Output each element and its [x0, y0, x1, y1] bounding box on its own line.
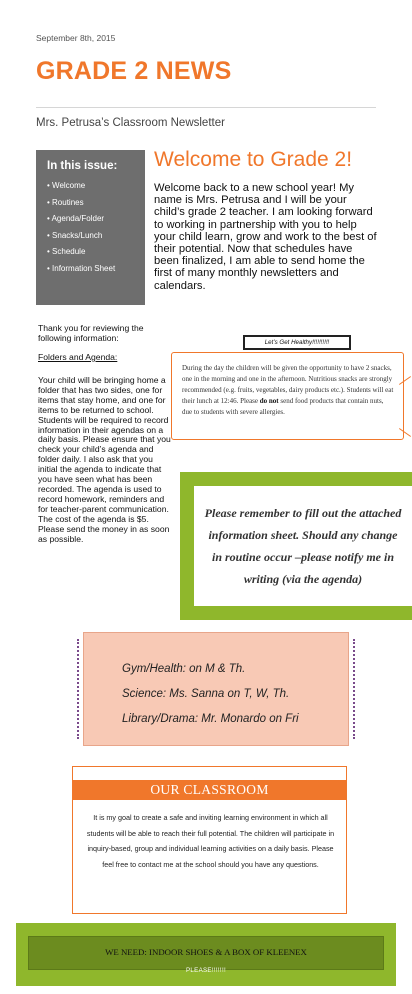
header-divider: [36, 107, 376, 108]
in-this-issue-heading: In this issue:: [47, 160, 118, 172]
newsletter-subtitle: Mrs. Petrusa’s Classroom Newsletter: [36, 117, 225, 129]
reminder-text: Please remember to fill out the attached information sheet. Should any change in routine occur –please notify me in writing (via the agenda): [204, 506, 402, 586]
newsletter-title: GRADE 2 NEWS: [36, 57, 232, 85]
in-this-issue-box: [36, 150, 145, 305]
issue-item: • Schedule: [47, 247, 86, 256]
issue-item-label: Information Sheet: [52, 263, 116, 273]
newsletter-date: September 8th, 2015: [36, 33, 116, 43]
reminder-panel: [194, 486, 412, 606]
issue-item-label: Schedule: [52, 247, 86, 256]
snacks-emphasis: do not: [259, 397, 279, 405]
schedule-line: Gym/Health: on M & Th.: [122, 663, 246, 675]
issue-item: • Agenda/Folder: [47, 214, 105, 223]
issue-item: • Welcome: [47, 181, 86, 190]
snacks-text-part: send food products that contain nuts, due to students with severe allergies.: [182, 397, 384, 416]
issue-item-label: Snacks/Lunch: [52, 230, 103, 240]
snacks-text-part: During the day the children will be given the opportunity to have 2 snacks, one in the morning and one in the afternoon. Nutritious snacks are strongly recommended (e.g. fruits, vegetables, dairy products etc.). Students will eat their lunch at 12:46. Please: [182, 364, 394, 405]
schedule-line: Science: Ms. Sanna on T, W, Th.: [122, 688, 290, 700]
in-this-issue-list: [47, 178, 145, 277]
issue-item: • Snacks/Lunch: [47, 230, 103, 240]
our-classroom-paragraph: It is my goal to create a safe and inviting learning environment in which all students will be able to reach their full potential. The children will participate in inquiry-based, group and individual learning activities on a daily basis. Please feel free to contact me at the school should you have any questions.: [86, 813, 335, 869]
issue-item-label: Routines: [52, 197, 84, 207]
our-classroom-heading: OUR CLASSROOM: [73, 780, 346, 800]
our-classroom-box: [72, 766, 347, 914]
folders-agenda-paragraph: Your child will be bringing home a folder that has two sides, one for items that stay home, and one for items to be returned to school. Students will be required to record information in their agendas on a daily basis. Please ensure that you check your child’s agenda and folder daily. I also ask that you initial the agenda to indicate that you have seen what has been recorded. The agenda is used to record homework, reminders and for teacher-parent communication. The cost of the agenda is $5. Please send the money in as soon as possible.: [38, 375, 171, 544]
snacks-info-box: [171, 352, 404, 440]
folders-agenda-heading: Folders and Agenda:: [38, 352, 118, 362]
we-need-banner: [16, 923, 396, 986]
schedule-line: Library/Drama: Mr. Monardo on Fri: [122, 713, 299, 725]
welcome-paragraph: Welcome back to a new school year! My name is Mrs. Petrusa and I will be your child’s grade 2 teacher. I am looking forward to working in partnership with you to help your child learn, grow and work to the best of their potential. Now that schedules have been finalized, I am able to send home the first of many monthly newsletters and calendars.: [154, 182, 377, 292]
issue-item: • Information Sheet: [47, 263, 116, 273]
we-need-text: WE NEED: INDOOR SHOES & A BOX OF KLEENEX: [105, 947, 307, 957]
issue-item-label: Welcome: [52, 181, 86, 190]
we-need-inner-panel: [28, 936, 384, 970]
healthy-tag-label: Let’s Get Healthy!!!!!!!!!!: [243, 335, 351, 350]
issue-item-label: Agenda/Folder: [51, 214, 105, 223]
thanks-text: Thank you for reviewing the following information:: [38, 323, 144, 344]
welcome-heading: Welcome to Grade 2!: [154, 148, 353, 171]
schedule-box: [83, 632, 349, 746]
please-text: PLEASE!!!!!!!: [185, 967, 226, 974]
issue-item: • Routines: [47, 197, 84, 207]
reminder-frame: [180, 472, 412, 620]
